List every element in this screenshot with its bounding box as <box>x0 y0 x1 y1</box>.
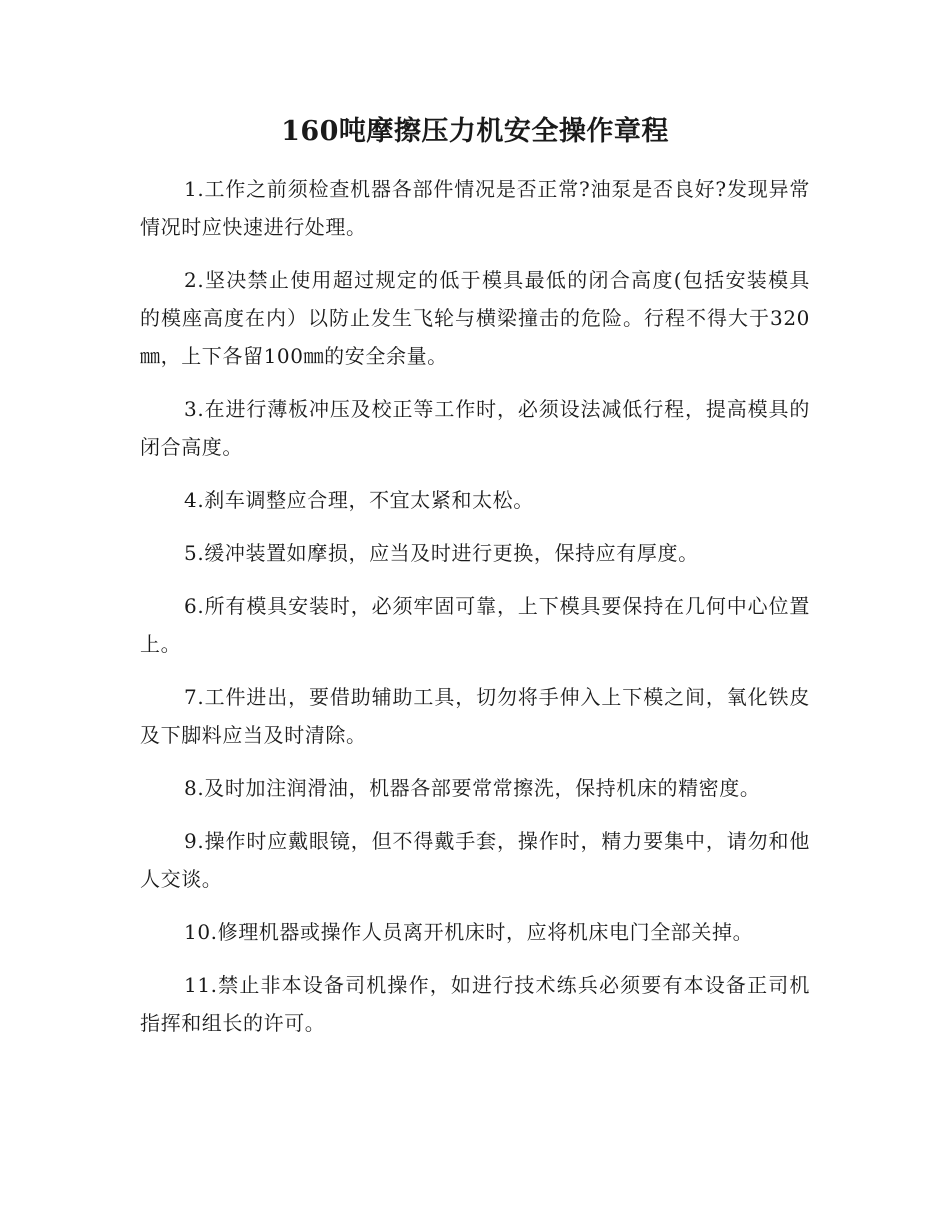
rule-item-8: 8.及时加注润滑油，机器各部要常常擦洗，保持机床的精密度。 <box>184 776 761 800</box>
document-title: 160吨摩擦压力机安全操作章程 <box>281 116 669 147</box>
rule-item-3: 3.在进行薄板冲压及校正等工作时，必须设法减低行程，提高模具的闭合高度。 <box>140 397 810 459</box>
rule-item-1: 1.工作之前须检查机器各部件情况是否正常?油泵是否良好?发现异常情况时应快速进行处理。 <box>140 177 810 239</box>
rule-item-2: 2.坚决禁止使用超过规定的低于模具最低的闭合高度(包括安装模具的模座高度在内）以防止发生飞轮与横梁撞击的危险。行程不得大于320㎜，上下各留100㎜的安全余量。 <box>140 268 810 368</box>
rule-item-11: 11.禁止非本设备司机操作，如进行技术练兵必须要有本设备正司机指挥和组长的许可。 <box>140 973 810 1035</box>
rule-item-6: 6.所有模具安装时，必须牢固可靠，上下模具要保持在几何中心位置上。 <box>140 594 810 656</box>
document-page <box>140 110 810 1057</box>
rule-item-10: 10.修理机器或操作人员离开机床时，应将机床电门全部关掉。 <box>184 920 754 944</box>
rule-item-7: 7.工件进出，要借助辅助工具，切勿将手伸入上下模之间，氧化铁皮及下脚料应当及时清除。 <box>140 685 810 747</box>
rule-item-9: 9.操作时应戴眼镜，但不得戴手套，操作时，精力要集中，请勿和他人交谈。 <box>140 829 810 891</box>
rule-item-5: 5.缓冲装置如摩损，应当及时进行更换，保持应有厚度。 <box>184 541 699 565</box>
rule-item-4: 4.刹车调整应合理，不宜太紧和太松。 <box>184 488 534 512</box>
